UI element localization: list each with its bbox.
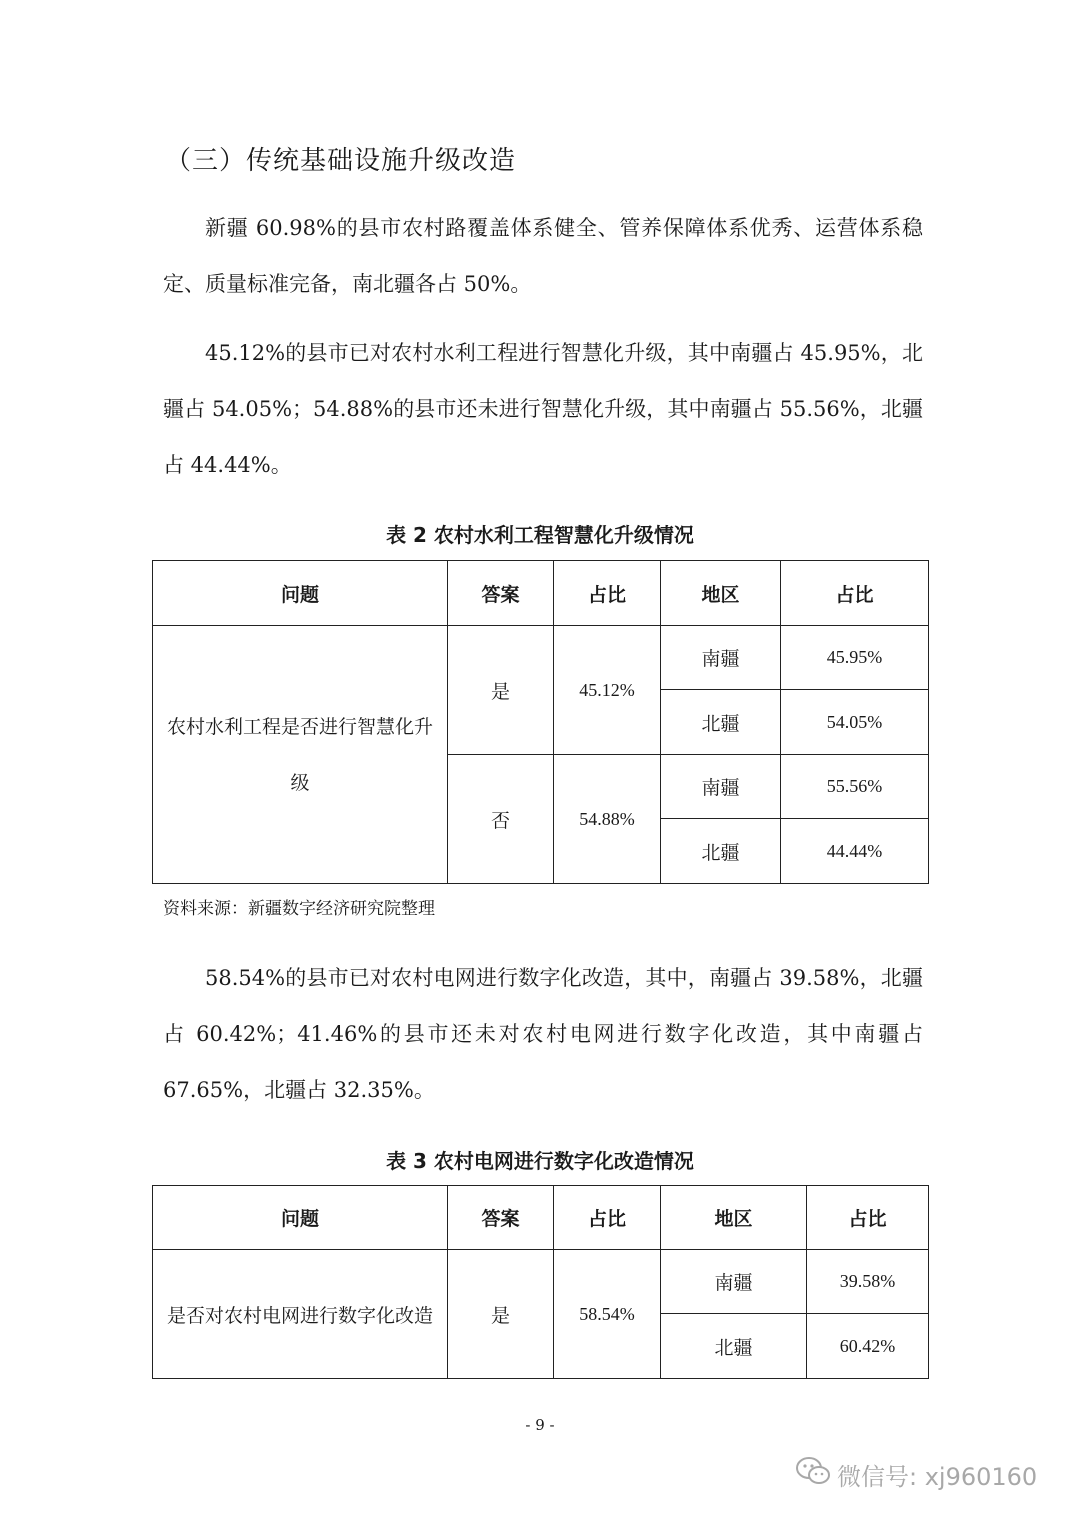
question-cell: 农村水利工程是否进行智慧化升级: [153, 626, 448, 884]
section-heading: （三）传统基础设施升级改造: [165, 146, 517, 176]
region-cell: 北疆: [661, 690, 781, 755]
region-ratio-cell: 60.42%: [807, 1314, 929, 1379]
region-cell: 北疆: [661, 819, 781, 884]
header-question: 问题: [153, 1186, 448, 1250]
question-cell: 是否对农村电网进行数字化改造: [153, 1250, 448, 1379]
answer-ratio-cell: 54.88%: [554, 755, 661, 884]
answer-ratio-cell: 45.12%: [554, 626, 661, 755]
region-ratio-cell: 45.95%: [781, 626, 929, 690]
region-cell: 北疆: [661, 1314, 807, 1379]
table-row: [153, 626, 929, 690]
header-region: 地区: [661, 1186, 807, 1250]
table2-caption: 表 2 农村水利工程智慧化升级情况: [386, 523, 694, 547]
region-ratio-cell: 55.56%: [781, 755, 929, 819]
header-answer: 答案: [448, 1186, 554, 1250]
page-number: - 9 -: [525, 1416, 555, 1434]
table-row: [153, 1250, 929, 1314]
paragraph-roads: 新疆 60.98%的县市农村路覆盖体系健全、管养保障体系优秀、运营体系稳定、质量标准完备，南北疆各占 50%。: [163, 216, 923, 296]
table-header-row: [153, 1186, 929, 1250]
region-ratio-cell: 44.44%: [781, 819, 929, 884]
region-cell: 南疆: [661, 626, 781, 690]
header-region-ratio: 占比: [781, 561, 929, 626]
paragraph-grid: 58.54%的县市已对农村电网进行数字化改造，其中，南疆占 39.58%，北疆占 60.42%；41.46%的县市还未对农村电网进行数字化改造，其中南疆占 67.65%，北疆占 32.35%。: [163, 966, 923, 1102]
region-cell: 南疆: [661, 755, 781, 819]
header-answer: 答案: [448, 561, 554, 626]
region-ratio-cell: 39.58%: [807, 1250, 929, 1314]
header-region: 地区: [661, 561, 781, 626]
table3: [152, 1185, 929, 1379]
answer-cell: 否: [448, 755, 554, 884]
answer-cell: 是: [448, 1250, 554, 1379]
header-question: 问题: [153, 561, 448, 626]
header-ratio: 占比: [554, 561, 661, 626]
watermark-text: 微信号: xj960160: [837, 1462, 1038, 1491]
region-cell: 南疆: [661, 1250, 807, 1314]
wechat-watermark: [795, 1456, 1037, 1492]
region-ratio-cell: 54.05%: [781, 690, 929, 755]
paragraph-water: 45.12%的县市已对农村水利工程进行智慧化升级，其中南疆占 45.95%，北疆占 54.05%；54.88%的县市还未进行智慧化升级，其中南疆占 55.56%，北疆占 44.44%。: [163, 341, 923, 477]
answer-cell: 是: [448, 626, 554, 755]
table-header-row: [153, 561, 929, 626]
table2-source: 资料来源：新疆数字经济研究院整理: [163, 899, 435, 919]
table2: [152, 560, 929, 884]
header-region-ratio: 占比: [807, 1186, 929, 1250]
wechat-icon: [795, 1456, 831, 1492]
header-ratio: 占比: [554, 1186, 661, 1250]
answer-ratio-cell: 58.54%: [554, 1250, 661, 1379]
table3-caption: 表 3 农村电网进行数字化改造情况: [386, 1149, 694, 1173]
